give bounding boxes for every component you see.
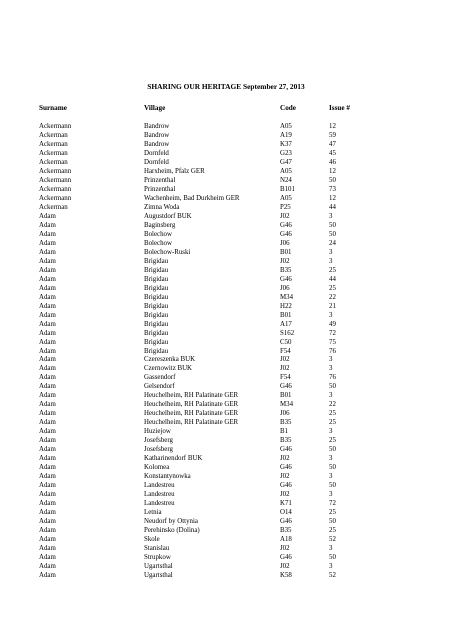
issue-cell: 76 [329, 347, 336, 355]
table-row [0, 535, 452, 544]
issue-cell: 50 [329, 554, 336, 562]
code-cell: J02 [280, 356, 290, 364]
surname-cell: Adam [39, 491, 56, 499]
header-code: Code [280, 104, 296, 112]
village-cell: Skole [144, 536, 160, 544]
surname-cell: Adam [39, 554, 56, 562]
code-cell: J06 [280, 284, 290, 292]
issue-cell: 50 [329, 176, 336, 184]
code-cell: G46 [280, 554, 292, 562]
issue-cell: 49 [329, 320, 336, 328]
table-row [0, 562, 452, 571]
code-cell: B35 [280, 527, 292, 535]
issue-cell: 76 [329, 374, 336, 382]
code-cell: G46 [280, 446, 292, 454]
village-cell: Brigidau [144, 266, 169, 274]
village-cell: Katharinendorf BUK [144, 455, 203, 463]
table-row [0, 526, 452, 535]
code-cell: J02 [280, 365, 290, 373]
village-cell: Bandrow [144, 131, 170, 139]
village-cell: Brigidau [144, 284, 169, 292]
issue-cell: 52 [329, 536, 336, 544]
code-cell: K37 [280, 140, 292, 148]
issue-cell: 25 [329, 419, 336, 427]
village-cell: Dornfeld [144, 158, 169, 166]
issue-cell: 25 [329, 284, 336, 292]
code-cell: G46 [280, 230, 292, 238]
code-cell: M34 [280, 401, 294, 409]
header-surname: Surname [39, 104, 67, 112]
surname-cell: Adam [39, 239, 56, 247]
code-cell: B01 [280, 248, 292, 256]
surname-cell: Adam [39, 392, 56, 400]
table-row [0, 418, 452, 427]
code-cell: B35 [280, 419, 292, 427]
issue-cell: 3 [329, 212, 333, 220]
surname-cell: Ackermann [39, 123, 72, 130]
issue-cell: 50 [329, 383, 336, 391]
issue-cell: 44 [329, 203, 336, 211]
village-cell: Brigidau [144, 275, 169, 283]
village-cell: Bandrow [144, 123, 170, 130]
code-cell: G46 [280, 464, 292, 472]
table-row [0, 355, 452, 364]
issue-cell: 72 [329, 329, 336, 337]
village-cell: Perehinsko (Dolina) [144, 527, 200, 535]
code-cell: C50 [280, 338, 292, 346]
issue-cell: 50 [329, 221, 336, 229]
village-cell: Kolomea [144, 464, 170, 472]
issue-cell: 12 [329, 194, 336, 202]
surname-cell: Adam [39, 437, 56, 445]
village-cell: Brigidau [144, 293, 169, 301]
issue-cell: 73 [329, 185, 336, 193]
table-row [0, 185, 452, 194]
issue-cell: 44 [329, 275, 336, 283]
surname-cell: Ackerman [39, 158, 68, 166]
code-cell: J02 [280, 545, 290, 553]
village-cell: Josefsberg [144, 437, 173, 445]
table-row [0, 436, 452, 445]
code-cell: J02 [280, 473, 290, 481]
document-title: SHARING OUR HERITAGE September 27, 2013 [147, 82, 305, 91]
surname-cell: Adam [39, 374, 56, 382]
table-row [0, 490, 452, 499]
village-cell: Bolechow [144, 239, 172, 247]
table-row [0, 499, 452, 508]
code-cell: J06 [280, 239, 290, 247]
surname-cell: Adam [39, 500, 56, 508]
issue-cell: 50 [329, 464, 336, 472]
code-cell: N24 [280, 176, 292, 184]
village-cell: Dornfeld [144, 149, 169, 157]
village-cell: Brigidau [144, 302, 169, 310]
village-cell: Landestreu [144, 491, 175, 499]
code-cell: J02 [280, 212, 290, 220]
village-cell: Czernowitz BUK [144, 365, 193, 373]
surname-cell: Adam [39, 401, 56, 409]
code-cell: F54 [280, 374, 291, 382]
issue-cell: 52 [329, 572, 336, 579]
table-row [0, 266, 452, 275]
issue-cell: 22 [329, 293, 336, 301]
surname-cell: Adam [39, 383, 56, 391]
code-cell: G23 [280, 149, 292, 157]
surname-cell: Ackerman [39, 131, 68, 139]
surname-cell: Ackerman [39, 203, 68, 211]
table-row [0, 338, 452, 347]
header-issue: Issue # [329, 104, 350, 112]
code-cell: J02 [280, 455, 290, 463]
table-row [0, 275, 452, 284]
village-cell: Zimna Woda [144, 203, 180, 211]
surname-cell: Adam [39, 248, 56, 256]
village-cell: Prinzenthal [144, 176, 176, 184]
issue-cell: 25 [329, 437, 336, 445]
surname-cell: Ackermann [39, 194, 72, 202]
code-cell: P25 [280, 203, 291, 211]
code-cell: B35 [280, 437, 292, 445]
surname-cell: Ackerman [39, 140, 68, 148]
table-row [0, 212, 452, 221]
code-cell: S162 [280, 329, 295, 337]
village-cell: Brigidau [144, 347, 169, 355]
issue-cell: 3 [329, 428, 333, 436]
surname-cell: Adam [39, 212, 56, 220]
issue-cell: 3 [329, 311, 333, 319]
issue-cell: 45 [329, 149, 336, 157]
surname-cell: Adam [39, 428, 56, 436]
village-cell: Stanislau [144, 545, 170, 553]
table-row [0, 239, 452, 248]
code-cell: G46 [280, 221, 292, 229]
village-cell: Konstantynowka [144, 473, 191, 481]
issue-cell: 3 [329, 356, 333, 364]
table-row [0, 517, 452, 526]
table-row [0, 391, 452, 400]
table-row [0, 382, 452, 391]
village-cell: Baginsberg [144, 221, 176, 229]
table-row [0, 373, 452, 382]
village-cell: Bolechow-Ruski [144, 248, 191, 256]
code-cell: B01 [280, 392, 292, 400]
table-row [0, 194, 452, 203]
code-cell: B01 [280, 311, 292, 319]
table-row [0, 131, 452, 140]
surname-cell: Adam [39, 518, 56, 526]
issue-cell: 24 [329, 239, 336, 247]
issue-cell: 22 [329, 401, 336, 409]
issue-cell: 72 [329, 500, 336, 508]
table-row [0, 427, 452, 436]
surname-cell: Adam [39, 446, 56, 454]
village-cell: Josefsberg [144, 446, 173, 454]
surname-cell: Adam [39, 509, 56, 517]
table-row [0, 293, 452, 302]
surname-cell: Adam [39, 536, 56, 544]
surname-cell: Adam [39, 266, 56, 274]
table-row [0, 320, 452, 329]
issue-cell: 3 [329, 491, 333, 499]
table-row [0, 158, 452, 167]
village-cell: Brigidau [144, 338, 169, 346]
issue-cell: 12 [329, 167, 336, 175]
table-row [0, 302, 452, 311]
issue-cell: 50 [329, 518, 336, 526]
village-cell: Huziejow [144, 428, 171, 436]
issue-cell: 3 [329, 473, 333, 481]
village-cell: Landestreu [144, 500, 175, 508]
surname-cell: Ackermann [39, 185, 72, 193]
code-cell: G46 [280, 482, 292, 490]
issue-cell: 3 [329, 365, 333, 373]
code-cell: O14 [280, 509, 292, 517]
village-cell: Strupkow [144, 554, 171, 562]
village-cell: Bandrow [144, 140, 170, 148]
surname-cell: Adam [39, 230, 56, 238]
issue-cell: 75 [329, 338, 336, 346]
surname-cell: Adam [39, 293, 56, 301]
table-row [0, 472, 452, 481]
surname-cell: Adam [39, 356, 56, 364]
village-cell: Brigidau [144, 311, 169, 319]
table-row [0, 571, 452, 580]
surname-cell: Adam [39, 320, 56, 328]
table-row [0, 176, 452, 185]
code-cell: A05 [280, 123, 292, 130]
surname-cell: Adam [39, 347, 56, 355]
surname-cell: Adam [39, 257, 56, 265]
issue-cell: 3 [329, 563, 333, 571]
issue-cell: 25 [329, 410, 336, 418]
code-cell: A19 [280, 131, 292, 139]
surname-cell: Adam [39, 545, 56, 553]
village-cell: Letnia [144, 509, 162, 517]
code-cell: F54 [280, 347, 291, 355]
table-row [0, 140, 452, 149]
table-row [0, 284, 452, 293]
code-cell: A17 [280, 320, 292, 328]
table-row [0, 230, 452, 239]
village-cell: Czereszenka BUK [144, 356, 196, 364]
surname-cell: Ackermann [39, 167, 72, 175]
issue-cell: 12 [329, 123, 336, 130]
surname-cell: Adam [39, 365, 56, 373]
surname-cell: Adam [39, 482, 56, 490]
issue-cell: 21 [329, 302, 336, 310]
village-cell: Heuchelheim, RH Palatinate GER [144, 419, 239, 427]
code-cell: A05 [280, 167, 292, 175]
table-row [0, 347, 452, 356]
issue-cell: 25 [329, 266, 336, 274]
code-cell: K58 [280, 572, 292, 579]
table-row [0, 454, 452, 463]
header-village: Village [144, 104, 166, 112]
code-cell: B101 [280, 185, 295, 193]
village-cell: Ugartsthal [144, 572, 173, 579]
issue-cell: 3 [329, 392, 333, 400]
surname-cell: Adam [39, 572, 56, 579]
code-cell: A18 [280, 536, 292, 544]
surname-cell: Ackerman [39, 149, 68, 157]
surname-cell: Adam [39, 473, 56, 481]
village-cell: Gelsendorf [144, 383, 175, 391]
issue-cell: 50 [329, 230, 336, 238]
code-cell: J02 [280, 257, 290, 265]
table-row [0, 221, 452, 230]
code-cell: J06 [280, 410, 290, 418]
village-cell: Gassendorf [144, 374, 176, 382]
issue-cell: 46 [329, 158, 336, 166]
code-cell: K71 [280, 500, 292, 508]
code-cell: M34 [280, 293, 294, 301]
table-row [0, 311, 452, 320]
surname-cell: Adam [39, 302, 56, 310]
table-row [0, 257, 452, 266]
code-cell: G47 [280, 158, 292, 166]
table-row [0, 248, 452, 257]
table-row [0, 167, 452, 176]
village-cell: Harxheim, Pfalz GER [144, 167, 205, 175]
village-cell: Ugartsthal [144, 563, 173, 571]
surname-cell: Adam [39, 311, 56, 319]
surname-cell: Adam [39, 464, 56, 472]
code-cell: G46 [280, 275, 292, 283]
village-cell: Bolechow [144, 230, 172, 238]
village-cell: Brigidau [144, 329, 169, 337]
issue-cell: 25 [329, 527, 336, 535]
village-cell: Heuchelheim, RH Palatinate GER [144, 401, 239, 409]
issue-cell: 3 [329, 455, 333, 463]
table-row [0, 149, 452, 158]
code-cell: H22 [280, 302, 292, 310]
issue-cell: 50 [329, 482, 336, 490]
village-cell: Brigidau [144, 320, 169, 328]
surname-cell: Adam [39, 455, 56, 463]
surname-cell: Adam [39, 338, 56, 346]
table-row [0, 553, 452, 562]
code-cell: A05 [280, 194, 292, 202]
village-cell: Heuchelheim, RH Palatinate GER [144, 410, 239, 418]
village-cell: Augustdorf BUK [144, 212, 192, 220]
issue-cell: 3 [329, 545, 333, 553]
issue-cell: 25 [329, 509, 336, 517]
code-cell: B1 [280, 428, 289, 436]
table-row [0, 544, 452, 553]
village-cell: Heuchelheim, RH Palatinate GER [144, 392, 239, 400]
code-cell: J02 [280, 563, 290, 571]
surname-cell: Ackermann [39, 176, 72, 184]
surname-cell: Adam [39, 563, 56, 571]
village-cell: Brigidau [144, 257, 169, 265]
surname-cell: Adam [39, 527, 56, 535]
table-row [0, 463, 452, 472]
table-row [0, 409, 452, 418]
village-cell: Neudorf by Ottynia [144, 518, 198, 526]
table-row [0, 122, 452, 131]
village-cell: Landestreu [144, 482, 175, 490]
table-row [0, 508, 452, 517]
village-cell: Prinzenthal [144, 185, 176, 193]
code-cell: J02 [280, 491, 290, 499]
village-cell: Wachenheim, Bad Durkheim GER [144, 194, 240, 202]
surname-cell: Adam [39, 284, 56, 292]
surname-cell: Adam [39, 419, 56, 427]
table-row [0, 400, 452, 409]
code-cell: G46 [280, 518, 292, 526]
code-cell: G46 [280, 383, 292, 391]
code-cell: B35 [280, 266, 292, 274]
surname-cell: Adam [39, 410, 56, 418]
surname-cell: Adam [39, 275, 56, 283]
surname-cell: Adam [39, 329, 56, 337]
table-row [0, 481, 452, 490]
issue-cell: 3 [329, 248, 333, 256]
issue-cell: 3 [329, 257, 333, 265]
table-row [0, 364, 452, 373]
table-row [0, 329, 452, 338]
issue-cell: 59 [329, 131, 336, 139]
issue-cell: 50 [329, 446, 336, 454]
issue-cell: 47 [329, 140, 336, 148]
surname-cell: Adam [39, 221, 56, 229]
table-row [0, 445, 452, 454]
table-row [0, 203, 452, 212]
